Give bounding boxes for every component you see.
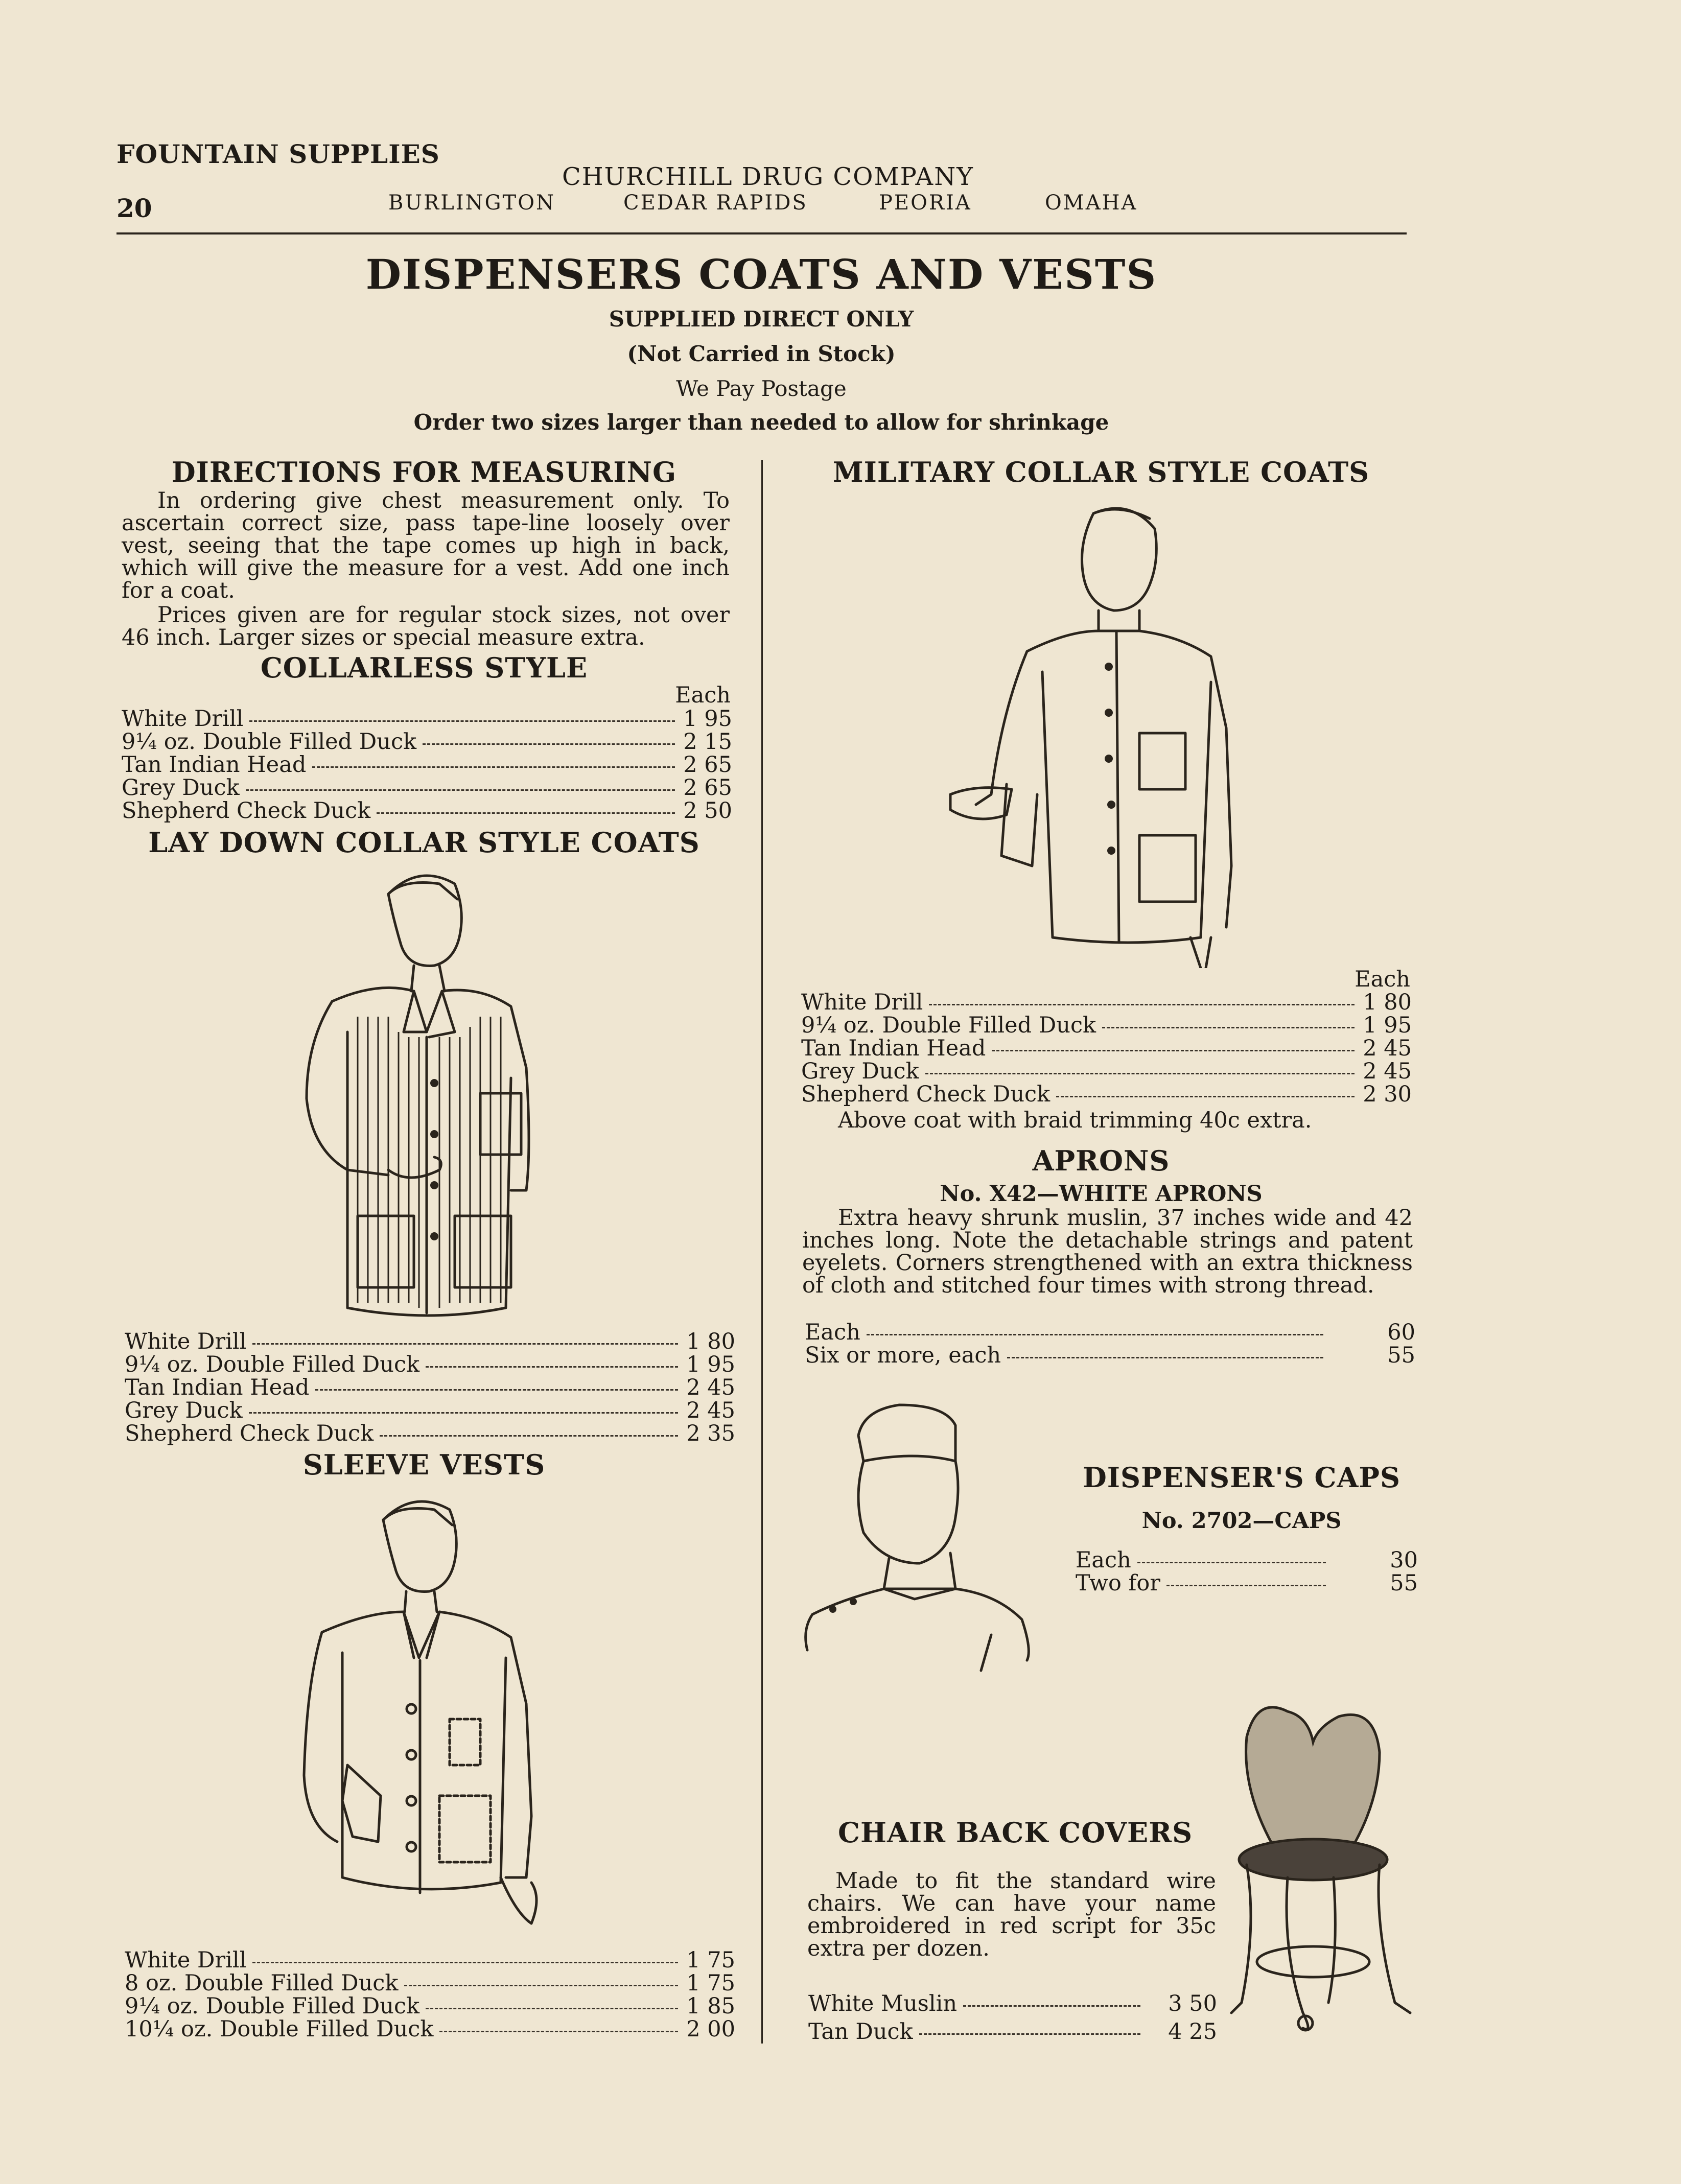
page-title: DISPENSERS COATS AND VESTS	[365, 250, 1157, 298]
price-row: White Drill 1 75	[125, 1947, 735, 1973]
price-row: Tan Indian Head 2 45	[801, 1036, 1412, 1061]
military-title: MILITARY COLLAR STYLE COATS	[832, 456, 1370, 488]
price-row: 10¼ oz. Double Filled Duck 2 00	[125, 2016, 735, 2042]
company-name: CHURCHILL DRUG COMPANY	[562, 162, 974, 191]
column-divider	[761, 460, 763, 2044]
collarless-price-list	[122, 708, 732, 823]
aprons-title: APRONS	[1032, 1144, 1170, 1177]
price-row: Tan Duck 4 25	[808, 2019, 1217, 2045]
military-coat-illustration	[935, 498, 1252, 968]
price-row: 9¼ oz. Double Filled Duck 1 95	[125, 1352, 735, 1377]
price-row: White Drill 1 95	[122, 706, 732, 732]
price-row: Shepherd Check Duck 2 50	[122, 798, 732, 824]
collarless-title: COLLARLESS STYLE	[260, 651, 588, 684]
chair-covers-price-list	[808, 1990, 1217, 2046]
city-peoria: PEORIA	[879, 191, 972, 215]
section-heading: FOUNTAIN SUPPLIES	[116, 139, 440, 169]
price-row: White Drill 1 80	[125, 1329, 735, 1354]
subtitle-postage: We Pay Postage	[676, 376, 847, 401]
price-row: Grey Duck 2 45	[125, 1398, 735, 1423]
price-row: Six or more, each 55	[805, 1343, 1415, 1368]
collarless-each-header: Each	[675, 683, 731, 708]
sleeve-vests-price-list	[125, 1949, 735, 2041]
price-row: 9¼ oz. Double Filled Duck 2 15	[122, 729, 732, 755]
lay-down-price-list	[125, 1330, 735, 1445]
price-row: White Muslin 3 50	[808, 1991, 1217, 2016]
directions-para-2: Prices given are for regular stock sizes, not over 46 inch. Larger sizes or special measure extra.	[122, 602, 730, 650]
subtitle-not-carried: (Not Carried in Stock)	[627, 341, 896, 366]
directions-para-1: In ordering give chest measurement only. To ascertain correct size, pass tape-line loosely over vest, seeing that the tape comes up high in back, which will give the measure for a vest. Add one inch for a coat.	[122, 488, 730, 603]
price-row: Each 30	[1076, 1547, 1418, 1573]
aprons-price-list	[805, 1321, 1415, 1367]
subtitle-shrinkage: Order two sizes larger than needed to allow for shrinkage	[413, 410, 1109, 435]
price-row: 8 oz. Double Filled Duck 1 75	[125, 1970, 735, 1996]
city-cedar-rapids: CEDAR RAPIDS	[623, 191, 808, 215]
wire-chair-illustration	[1226, 1696, 1431, 2044]
aprons-subtitle: No. X42—WHITE APRONS	[940, 1181, 1263, 1207]
subtitle-supplied: SUPPLIED DIRECT ONLY	[609, 307, 914, 332]
military-price-list	[801, 991, 1412, 1106]
city-omaha: OMAHA	[1045, 191, 1138, 215]
chair-covers-description: Made to fit the standard wire chairs. We can have your name embroidered in red script for 35c extra per dozen.	[807, 1868, 1216, 1961]
price-row: 9¼ oz. Double Filled Duck 1 95	[801, 1013, 1412, 1038]
price-row: Shepherd Check Duck 2 30	[801, 1082, 1412, 1107]
city-burlington: BURLINGTON	[388, 191, 556, 215]
cap-man-illustration	[802, 1395, 1037, 1681]
price-row: Grey Duck 2 65	[122, 775, 732, 801]
price-row: Grey Duck 2 45	[801, 1059, 1412, 1084]
price-row: Tan Indian Head 2 45	[125, 1375, 735, 1400]
price-row: Shepherd Check Duck 2 35	[125, 1421, 735, 1446]
price-row: White Drill 1 80	[801, 990, 1412, 1015]
sleeve-vests-title: SLEEVE VESTS	[302, 1448, 546, 1481]
directions-title: DIRECTIONS FOR MEASURING	[171, 456, 677, 488]
caps-title: DISPENSER'S CAPS	[1082, 1461, 1401, 1494]
military-each-header: Each	[1355, 967, 1410, 992]
price-row: Each 60	[805, 1320, 1415, 1345]
aprons-description: Extra heavy shrunk muslin, 37 inches wide and 42 inches long. Note the detachable strings and patent eyelets. Corners strengthened with an extra thickness of cloth and stitched four times with strong thread.	[802, 1205, 1413, 1298]
price-row: Two for 55	[1076, 1570, 1418, 1596]
sleeve-vest-illustration	[286, 1489, 572, 1949]
header-rule	[116, 232, 1407, 234]
price-row: Tan Indian Head 2 65	[122, 752, 732, 778]
chair-covers-title: CHAIR BACK COVERS	[838, 1816, 1193, 1849]
page-number: 20	[116, 193, 152, 223]
price-row: 9¼ oz. Double Filled Duck 1 85	[125, 1993, 735, 2019]
military-note: Above coat with braid trimming 40c extra.	[838, 1108, 1312, 1133]
caps-price-list	[1076, 1549, 1418, 1595]
lay-down-coat-illustration	[286, 863, 562, 1333]
lay-down-title: LAY DOWN COLLAR STYLE COATS	[148, 826, 700, 859]
caps-subtitle: No. 2702—CAPS	[1141, 1508, 1342, 1534]
